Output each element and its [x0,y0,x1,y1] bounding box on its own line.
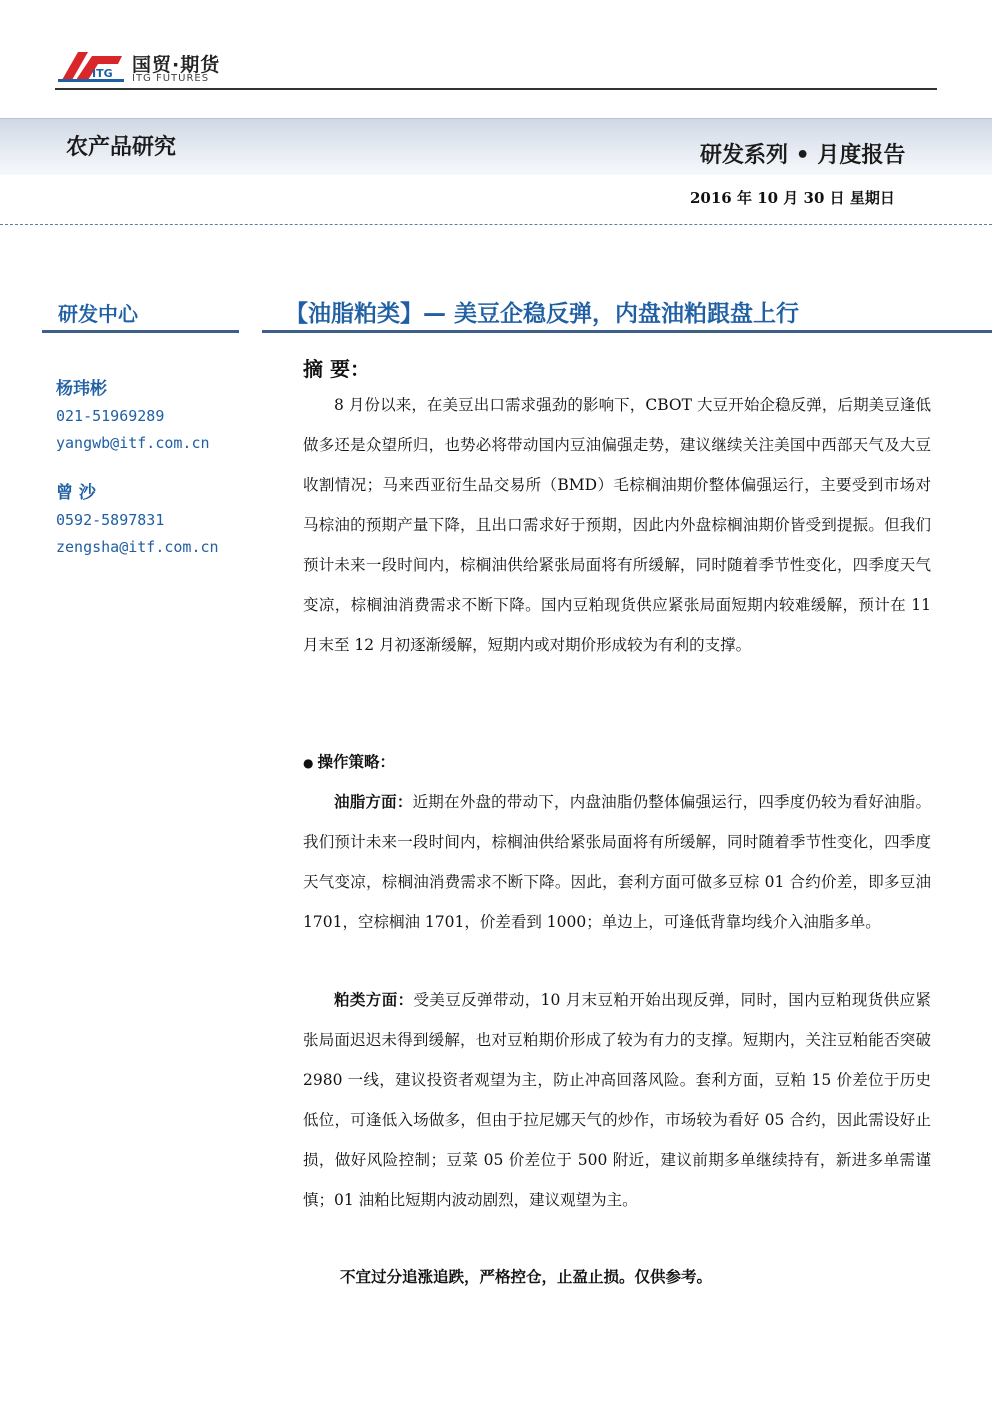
itg-logo-mark-icon [58,46,128,84]
logo-english-name: ITG FUTURES [132,73,210,84]
bullet-icon: ● [303,756,314,770]
article-title: 【油脂粕类】— 美豆企稳反弹，内盘油粕跟盘上行 [285,301,800,327]
sidebar-title: 研发中心 [58,302,138,326]
logo-chinese-name: 国贸·期货 [132,54,221,76]
report-date: 2016 年 10 月 30 日 星期日 [690,189,895,207]
meals-lead: 粕类方面： [334,991,414,1009]
contact-card [56,376,210,457]
company-logo [58,40,238,86]
oils-paragraph [303,782,931,942]
abstract-paragraph: 8 月份以来，在美豆出口需求强劲的影响下，CBOT 大豆开始企稳反弹，后期美豆逢低做多还是众望所归，也势必将带动国内豆油偏强走势，建议继续关注美国中西部天气及大豆收割情况；马来西亚衍生品交易所（BMD）毛棕榈油期价整体偏强运行，主要受到市场对马棕油的预期产量下降，且出口需求好于预期，因此内外盘棕榈油期价皆受到提振。但我们预计未来一段时间内，棕榈油供给紧张局面将有所缓解，同时随着季节性变化，四季度天气变凉，棕榈油消费需求不断下降。国内豆粕现货供应紧张局面短期内较难缓解，预计在 11 月末至 12 月初逐渐缓解，短期内或对期价形成较为有利的支撑。 [303,396,931,654]
strategy-label: 操作策略： [317,753,395,771]
contact-email[interactable]: zengsha@itf.com.cn [56,538,219,556]
oils-text: 近期在外盘的带动下，内盘油脂仍整体偏强运行，四季度仍较为看好油脂。我们预计未来一段时间内，棕榈油供给紧张局面将有所缓解，同时随着季节性变化，四季度天气变凉，棕榈油消费需求不断下降。因此，套利方面可做多豆棕 01 合约价差，即多豆油 1701，空棕榈油 1701，价差看到 1000；单边上，可逢低背靠均线介入油脂多单。 [303,793,931,931]
contact-phone: 0592-5897831 [56,511,165,529]
contact-email[interactable]: yangwb@itf.com.cn [56,434,210,452]
header-rule [55,88,937,90]
report-series: 研发系列 • 月度报告 [700,143,906,168]
dashed-divider [0,224,992,225]
title-rule [262,330,992,333]
sidebar-rule [42,330,239,333]
strategy-heading [303,750,395,772]
closing-advice: 不宜过分追涨追跌，严格控仓，止盈止损。仅供参考。 [340,1268,713,1286]
logo-mark-text: ITG [92,67,113,80]
report-category: 农产品研究 [66,135,177,160]
contact-name: 杨玮彬 [56,379,107,399]
meals-text: 受美豆反弹带动，10 月末豆粕开始出现反弹，同时，国内豆粕现货供应紧张局面迟迟未得到缓解，也对豆粕期价形成了较为有力的支撑。短期内，关注豆粕能否突破 2980 一线，建议投资者观望为主，防止冲高回落风险。套利方面，豆粕 15 价差位于历史低位，可逢低入场做多，但由于拉尼娜天气的炒作，市场较为看好 05 合约，因此需设好止损，做好风险控制；豆菜 05 价差位于 500 附近，建议前期多单继续持有，新进多单需谨慎；01 油粕比短期内波动剧烈，建议观望为主。 [303,991,931,1209]
contact-card [56,480,219,561]
contact-name: 曾 沙 [56,483,96,503]
meals-paragraph [303,980,931,1220]
oils-lead: 油脂方面： [334,793,413,811]
contact-phone: 021-51969289 [56,407,165,425]
abstract-heading: 摘 要： [303,357,370,381]
